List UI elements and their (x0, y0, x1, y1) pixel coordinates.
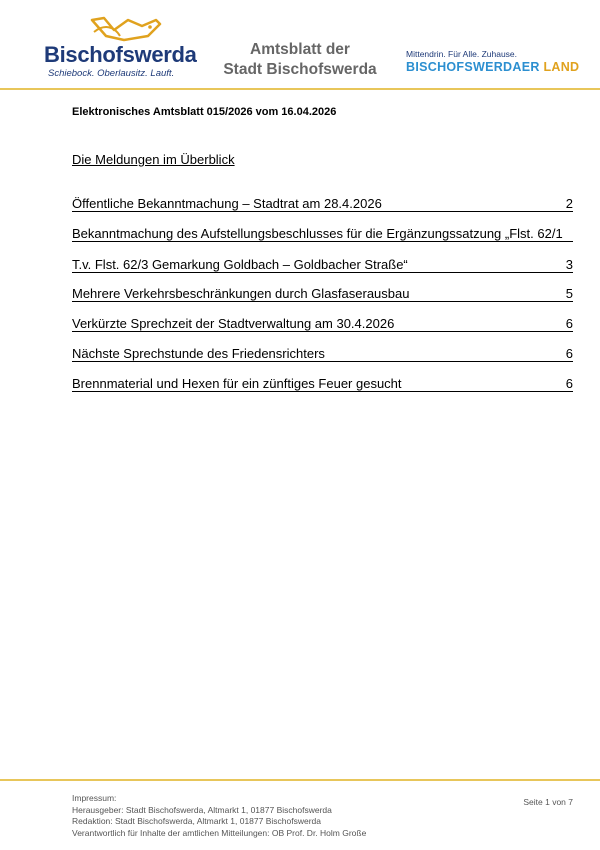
imprint-editorial: Redaktion: Stadt Bischofswerda, Altmarkt 1, 01877 Bischofswerda (72, 816, 321, 826)
toc-entry-title: Öffentliche Bekanntmachung – Stadtrat am 28.4.2026 (72, 196, 382, 211)
masthead-line2: Stadt Bischofswerda (223, 61, 377, 78)
toc-entry-title: Verkürzte Sprechzeit der Stadtverwaltung am 30.4.2026 (72, 316, 395, 331)
overview-title: Die Meldungen im Überblick (72, 152, 235, 167)
toc-entry[interactable] (72, 316, 573, 346)
toc-entry-page: 6 (565, 316, 573, 331)
toc-entry-page: 2 (565, 196, 573, 211)
toc-entry-page: 6 (565, 376, 573, 391)
slogan-line1: Mittendrin. Für Alle. Zuhause. (406, 49, 518, 59)
toc-line (72, 346, 573, 362)
toc-line (72, 196, 573, 212)
toc-entry-page: 3 (565, 257, 573, 272)
toc-entry[interactable] (72, 286, 573, 316)
toc-entry-title: Mehrere Verkehrsbeschränkungen durch Glasfaserausbau (72, 286, 410, 301)
logo-tagline: Schiebock. Oberlausitz. Lauft. (48, 68, 175, 79)
masthead-title (210, 40, 390, 80)
imprint-responsible: Verantwortlich für Inhalte der amtlichen Mitteilungen: OB Prof. Dr. Holm Große (72, 827, 367, 838)
issue-line: Elektronisches Amtsblatt 015/2026 vom 16.04.2026 (72, 106, 337, 118)
toc-entry-page: 5 (565, 286, 573, 301)
imprint-heading: Impressum: (72, 793, 117, 803)
toc-line (72, 257, 573, 273)
toc-entry[interactable] (72, 196, 573, 226)
toc-entry-title: Nächste Sprechstunde des Friedensrichters (72, 346, 325, 361)
toc-line (72, 376, 573, 392)
toc-entry-page: 6 (565, 346, 573, 361)
page-header (0, 0, 600, 90)
toc-entry[interactable] (72, 376, 573, 406)
slogan-line2 (406, 60, 586, 74)
slogan-region-name: BISCHOFSWERDAER (406, 60, 540, 74)
table-of-contents (72, 196, 573, 406)
logo-wordmark: Bischofswerda (44, 42, 197, 67)
toc-entry-title: Bekanntmachung des Aufstellungsbeschlusses für die Ergänzungssatzung „Flst. 62/1 (72, 226, 563, 241)
footer-divider (0, 779, 600, 781)
toc-line (72, 286, 573, 302)
toc-line (72, 316, 573, 332)
header-divider (0, 88, 600, 90)
imprint (72, 793, 366, 839)
toc-entry[interactable] (72, 226, 573, 286)
toc-entry-title: Brennmaterial und Hexen für ein zünftiges Feuer gesucht (72, 376, 402, 391)
toc-line (72, 226, 573, 242)
toc-entry[interactable] (72, 346, 573, 376)
toc-entry-title-continued: T.v. Flst. 62/3 Gemarkung Goldbach – Goldbacher Straße“ (72, 257, 408, 272)
masthead-line1: Amtsblatt der (250, 41, 350, 58)
imprint-publisher: Herausgeber: Stadt Bischofswerda, Altmarkt 1, 01877 Bischofswerda (72, 804, 332, 815)
region-slogan (406, 49, 586, 74)
city-logo (44, 16, 197, 82)
slogan-region-land: LAND (543, 60, 580, 74)
page-number: Seite 1 von 7 (523, 797, 573, 807)
